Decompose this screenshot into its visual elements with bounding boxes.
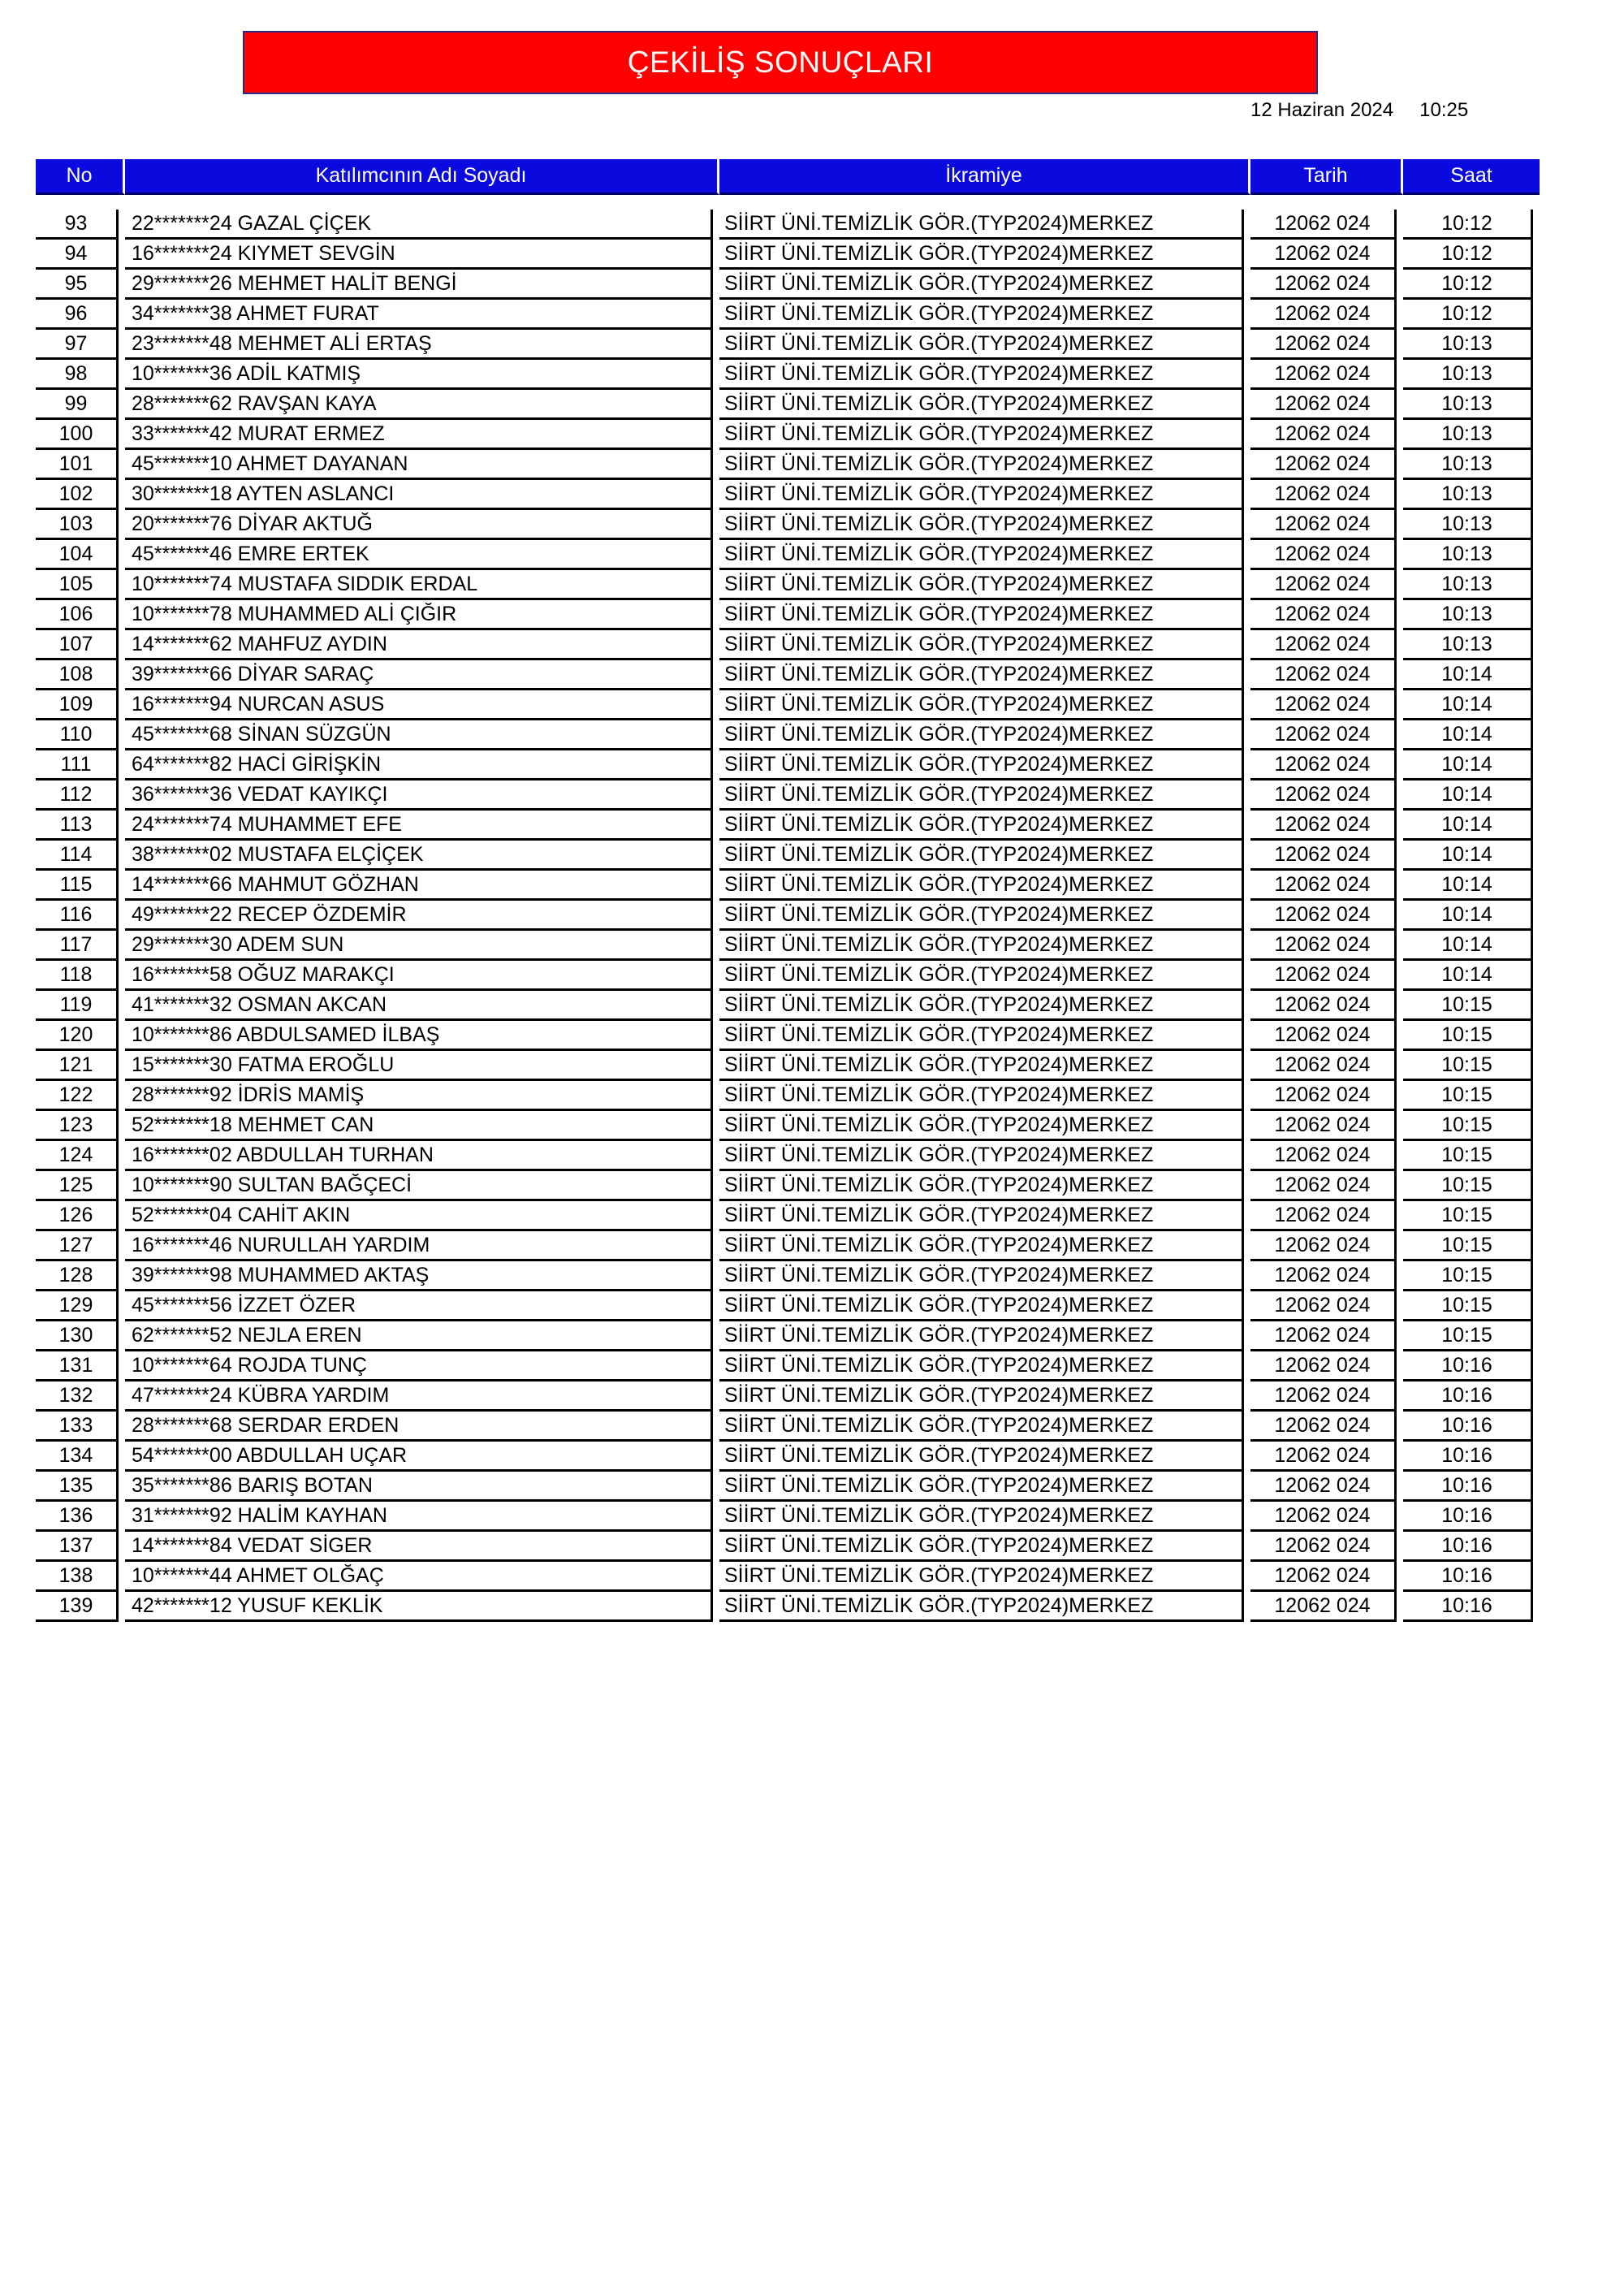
row-no-cell: 117 (36, 931, 119, 961)
row-date-cell: 12062 024 (1250, 871, 1397, 901)
row-no-cell: 138 (36, 1562, 119, 1592)
row-time-cell: 10:14 (1403, 901, 1533, 931)
row-prize-cell: SİİRT ÜNİ.TEMİZLİK GÖR.(TYP2024)MERKEZ (719, 210, 1244, 240)
row-no-cell: 114 (36, 841, 119, 871)
row-prize-cell: SİİRT ÜNİ.TEMİZLİK GÖR.(TYP2024)MERKEZ (719, 720, 1244, 750)
row-time-cell: 10:16 (1403, 1592, 1533, 1622)
row-no-cell: 105 (36, 570, 119, 600)
table-row (36, 1171, 1540, 1201)
row-name-cell: 10*******74 MUSTAFA SIDDIK ERDAL (125, 570, 713, 600)
row-time-cell: 10:15 (1403, 1201, 1533, 1231)
row-prize-cell: SİİRT ÜNİ.TEMİZLİK GÖR.(TYP2024)MERKEZ (719, 841, 1244, 871)
table-row (36, 570, 1540, 600)
row-prize-cell: SİİRT ÜNİ.TEMİZLİK GÖR.(TYP2024)MERKEZ (719, 961, 1244, 991)
row-time-cell: 10:16 (1403, 1502, 1533, 1532)
row-date-cell: 12062 024 (1250, 1381, 1397, 1412)
row-no-cell: 99 (36, 390, 119, 420)
row-prize-cell: SİİRT ÜNİ.TEMİZLİK GÖR.(TYP2024)MERKEZ (719, 1562, 1244, 1592)
row-name-cell: 15*******30 FATMA EROĞLU (125, 1051, 713, 1081)
row-no-cell: 129 (36, 1291, 119, 1321)
row-time-cell: 10:14 (1403, 720, 1533, 750)
table-row (36, 991, 1540, 1021)
table-row (36, 1051, 1540, 1081)
row-prize-cell: SİİRT ÜNİ.TEMİZLİK GÖR.(TYP2024)MERKEZ (719, 1081, 1244, 1111)
row-date-cell: 12062 024 (1250, 1231, 1397, 1261)
row-date-cell: 12062 024 (1250, 1081, 1397, 1111)
row-date-cell: 12062 024 (1250, 570, 1397, 600)
row-time-cell: 10:15 (1403, 1051, 1533, 1081)
row-name-cell: 47*******24 KÜBRA YARDIM (125, 1381, 713, 1412)
table-row (36, 1231, 1540, 1261)
row-prize-cell: SİİRT ÜNİ.TEMİZLİK GÖR.(TYP2024)MERKEZ (719, 1381, 1244, 1412)
row-date-cell: 12062 024 (1250, 1321, 1397, 1351)
row-date-cell: 12062 024 (1250, 750, 1397, 780)
row-date-cell: 12062 024 (1250, 961, 1397, 991)
row-date-cell: 12062 024 (1250, 1021, 1397, 1051)
row-prize-cell: SİİRT ÜNİ.TEMİZLİK GÖR.(TYP2024)MERKEZ (719, 991, 1244, 1021)
row-name-cell: 38*******02 MUSTAFA ELÇİÇEK (125, 841, 713, 871)
row-name-cell: 10*******86 ABDULSAMED İLBAŞ (125, 1021, 713, 1051)
row-no-cell: 110 (36, 720, 119, 750)
row-name-cell: 35*******86 BARIŞ BOTAN (125, 1472, 713, 1502)
row-date-cell: 12062 024 (1250, 1502, 1397, 1532)
row-prize-cell: SİİRT ÜNİ.TEMİZLİK GÖR.(TYP2024)MERKEZ (719, 690, 1244, 720)
row-date-cell: 12062 024 (1250, 1051, 1397, 1081)
table-row (36, 600, 1540, 630)
header-name: Katılımcının Adı Soyadı (125, 159, 719, 195)
row-no-cell: 131 (36, 1351, 119, 1381)
row-name-cell: 45*******56 İZZET ÖZER (125, 1291, 713, 1321)
row-date-cell: 12062 024 (1250, 1532, 1397, 1562)
row-prize-cell: SİİRT ÜNİ.TEMİZLİK GÖR.(TYP2024)MERKEZ (719, 300, 1244, 330)
row-time-cell: 10:12 (1403, 300, 1533, 330)
table-row (36, 1141, 1540, 1171)
row-prize-cell: SİİRT ÜNİ.TEMİZLİK GÖR.(TYP2024)MERKEZ (719, 1442, 1244, 1472)
row-date-cell: 12062 024 (1250, 360, 1397, 390)
row-name-cell: 52*******04 CAHİT AKIN (125, 1201, 713, 1231)
row-prize-cell: SİİRT ÜNİ.TEMİZLİK GÖR.(TYP2024)MERKEZ (719, 1291, 1244, 1321)
table-row (36, 780, 1540, 811)
row-name-cell: 45*******68 SİNAN SÜZGÜN (125, 720, 713, 750)
row-date-cell: 12062 024 (1250, 1351, 1397, 1381)
row-prize-cell: SİİRT ÜNİ.TEMİZLİK GÖR.(TYP2024)MERKEZ (719, 1321, 1244, 1351)
row-no-cell: 107 (36, 630, 119, 660)
row-no-cell: 136 (36, 1502, 119, 1532)
row-time-cell: 10:12 (1403, 270, 1533, 300)
row-date-cell: 12062 024 (1250, 300, 1397, 330)
table-row (36, 660, 1540, 690)
print-datetime (1250, 99, 1494, 123)
row-no-cell: 100 (36, 420, 119, 450)
row-name-cell: 10*******36 ADİL KATMIŞ (125, 360, 713, 390)
table-row (36, 961, 1540, 991)
row-no-cell: 133 (36, 1412, 119, 1442)
row-name-cell: 16*******02 ABDULLAH TURHAN (125, 1141, 713, 1171)
row-date-cell: 12062 024 (1250, 690, 1397, 720)
row-name-cell: 14*******66 MAHMUT GÖZHAN (125, 871, 713, 901)
row-date-cell: 12062 024 (1250, 510, 1397, 540)
row-no-cell: 97 (36, 330, 119, 360)
row-name-cell: 10*******44 AHMET OLĞAÇ (125, 1562, 713, 1592)
table-row (36, 871, 1540, 901)
row-no-cell: 111 (36, 750, 119, 780)
table-row (36, 510, 1540, 540)
row-no-cell: 134 (36, 1442, 119, 1472)
print-time: 10:25 (1419, 99, 1469, 121)
row-no-cell: 104 (36, 540, 119, 570)
header-time: Saat (1403, 159, 1540, 195)
row-no-cell: 109 (36, 690, 119, 720)
row-no-cell: 127 (36, 1231, 119, 1261)
row-time-cell: 10:16 (1403, 1442, 1533, 1472)
row-time-cell: 10:13 (1403, 480, 1533, 510)
row-no-cell: 128 (36, 1261, 119, 1291)
row-name-cell: 33*******42 MURAT ERMEZ (125, 420, 713, 450)
table-row (36, 931, 1540, 961)
row-date-cell: 12062 024 (1250, 660, 1397, 690)
row-no-cell: 125 (36, 1171, 119, 1201)
row-name-cell: 29*******26 MEHMET HALİT BENGİ (125, 270, 713, 300)
results-table (36, 210, 1540, 1622)
row-date-cell: 12062 024 (1250, 901, 1397, 931)
row-prize-cell: SİİRT ÜNİ.TEMİZLİK GÖR.(TYP2024)MERKEZ (719, 630, 1244, 660)
row-prize-cell: SİİRT ÜNİ.TEMİZLİK GÖR.(TYP2024)MERKEZ (719, 1111, 1244, 1141)
table-row (36, 901, 1540, 931)
row-time-cell: 10:13 (1403, 600, 1533, 630)
row-prize-cell: SİİRT ÜNİ.TEMİZLİK GÖR.(TYP2024)MERKEZ (719, 540, 1244, 570)
row-no-cell: 124 (36, 1141, 119, 1171)
row-prize-cell: SİİRT ÜNİ.TEMİZLİK GÖR.(TYP2024)MERKEZ (719, 600, 1244, 630)
row-name-cell: 42*******12 YUSUF KEKLİK (125, 1592, 713, 1622)
row-name-cell: 36*******36 VEDAT KAYIKÇI (125, 780, 713, 811)
row-name-cell: 39*******66 DİYAR SARAÇ (125, 660, 713, 690)
row-prize-cell: SİİRT ÜNİ.TEMİZLİK GÖR.(TYP2024)MERKEZ (719, 1051, 1244, 1081)
row-time-cell: 10:15 (1403, 1111, 1533, 1141)
row-no-cell: 113 (36, 811, 119, 841)
table-row (36, 1412, 1540, 1442)
page-title: ÇEKİLİŞ SONUÇLARI (243, 31, 1318, 94)
row-date-cell: 12062 024 (1250, 1412, 1397, 1442)
row-date-cell: 12062 024 (1250, 480, 1397, 510)
table-row (36, 1081, 1540, 1111)
row-name-cell: 16*******58 OĞUZ MARAKÇI (125, 961, 713, 991)
row-name-cell: 41*******32 OSMAN AKCAN (125, 991, 713, 1021)
row-time-cell: 10:13 (1403, 570, 1533, 600)
row-prize-cell: SİİRT ÜNİ.TEMİZLİK GÖR.(TYP2024)MERKEZ (719, 750, 1244, 780)
row-date-cell: 12062 024 (1250, 540, 1397, 570)
row-date-cell: 12062 024 (1250, 450, 1397, 480)
row-date-cell: 12062 024 (1250, 991, 1397, 1021)
table-row (36, 420, 1540, 450)
row-time-cell: 10:15 (1403, 1081, 1533, 1111)
table-row (36, 1261, 1540, 1291)
row-date-cell: 12062 024 (1250, 1201, 1397, 1231)
row-date-cell: 12062 024 (1250, 811, 1397, 841)
row-time-cell: 10:15 (1403, 1291, 1533, 1321)
table-row (36, 300, 1540, 330)
row-time-cell: 10:16 (1403, 1381, 1533, 1412)
row-no-cell: 135 (36, 1472, 119, 1502)
row-no-cell: 139 (36, 1592, 119, 1622)
row-no-cell: 101 (36, 450, 119, 480)
table-row (36, 630, 1540, 660)
row-name-cell: 20*******76 DİYAR AKTUĞ (125, 510, 713, 540)
row-prize-cell: SİİRT ÜNİ.TEMİZLİK GÖR.(TYP2024)MERKEZ (719, 1412, 1244, 1442)
row-prize-cell: SİİRT ÜNİ.TEMİZLİK GÖR.(TYP2024)MERKEZ (719, 901, 1244, 931)
header-prize: İkramiye (719, 159, 1250, 195)
row-no-cell: 137 (36, 1532, 119, 1562)
row-date-cell: 12062 024 (1250, 210, 1397, 240)
row-prize-cell: SİİRT ÜNİ.TEMİZLİK GÖR.(TYP2024)MERKEZ (719, 450, 1244, 480)
row-time-cell: 10:15 (1403, 1321, 1533, 1351)
row-time-cell: 10:14 (1403, 690, 1533, 720)
table-row (36, 450, 1540, 480)
table-row (36, 390, 1540, 420)
table-row (36, 210, 1540, 240)
row-date-cell: 12062 024 (1250, 720, 1397, 750)
table-row (36, 480, 1540, 510)
row-time-cell: 10:15 (1403, 1261, 1533, 1291)
row-name-cell: 30*******18 AYTEN ASLANCI (125, 480, 713, 510)
row-date-cell: 12062 024 (1250, 240, 1397, 270)
table-row (36, 720, 1540, 750)
row-name-cell: 29*******30 ADEM SUN (125, 931, 713, 961)
row-time-cell: 10:14 (1403, 871, 1533, 901)
row-time-cell: 10:13 (1403, 540, 1533, 570)
row-prize-cell: SİİRT ÜNİ.TEMİZLİK GÖR.(TYP2024)MERKEZ (719, 330, 1244, 360)
row-time-cell: 10:16 (1403, 1472, 1533, 1502)
row-date-cell: 12062 024 (1250, 931, 1397, 961)
row-no-cell: 122 (36, 1081, 119, 1111)
row-prize-cell: SİİRT ÜNİ.TEMİZLİK GÖR.(TYP2024)MERKEZ (719, 390, 1244, 420)
row-time-cell: 10:16 (1403, 1532, 1533, 1562)
row-no-cell: 116 (36, 901, 119, 931)
row-prize-cell: SİİRT ÜNİ.TEMİZLİK GÖR.(TYP2024)MERKEZ (719, 1201, 1244, 1231)
row-no-cell: 119 (36, 991, 119, 1021)
row-time-cell: 10:14 (1403, 841, 1533, 871)
row-time-cell: 10:16 (1403, 1562, 1533, 1592)
row-name-cell: 62*******52 NEJLA EREN (125, 1321, 713, 1351)
row-no-cell: 126 (36, 1201, 119, 1231)
row-date-cell: 12062 024 (1250, 780, 1397, 811)
row-time-cell: 10:14 (1403, 750, 1533, 780)
row-name-cell: 45*******46 EMRE ERTEK (125, 540, 713, 570)
row-time-cell: 10:12 (1403, 240, 1533, 270)
row-date-cell: 12062 024 (1250, 1592, 1397, 1622)
print-date: 12 Haziran 2024 (1250, 99, 1394, 121)
row-date-cell: 12062 024 (1250, 1261, 1397, 1291)
row-prize-cell: SİİRT ÜNİ.TEMİZLİK GÖR.(TYP2024)MERKEZ (719, 660, 1244, 690)
row-time-cell: 10:13 (1403, 420, 1533, 450)
table-row (36, 1562, 1540, 1592)
row-name-cell: 54*******00 ABDULLAH UÇAR (125, 1442, 713, 1472)
row-name-cell: 64*******82 HACİ GİRİŞKİN (125, 750, 713, 780)
row-time-cell: 10:14 (1403, 780, 1533, 811)
row-name-cell: 39*******98 MUHAMMED AKTAŞ (125, 1261, 713, 1291)
row-name-cell: 24*******74 MUHAMMET EFE (125, 811, 713, 841)
table-row (36, 841, 1540, 871)
row-no-cell: 106 (36, 600, 119, 630)
row-date-cell: 12062 024 (1250, 420, 1397, 450)
row-no-cell: 103 (36, 510, 119, 540)
row-time-cell: 10:15 (1403, 1171, 1533, 1201)
row-no-cell: 112 (36, 780, 119, 811)
row-time-cell: 10:14 (1403, 660, 1533, 690)
table-row (36, 1502, 1540, 1532)
row-date-cell: 12062 024 (1250, 1141, 1397, 1171)
row-date-cell: 12062 024 (1250, 1472, 1397, 1502)
row-name-cell: 16*******24 KIYMET SEVGİN (125, 240, 713, 270)
row-prize-cell: SİİRT ÜNİ.TEMİZLİK GÖR.(TYP2024)MERKEZ (719, 1502, 1244, 1532)
table-row (36, 1321, 1540, 1351)
row-name-cell: 28*******68 SERDAR ERDEN (125, 1412, 713, 1442)
row-time-cell: 10:14 (1403, 811, 1533, 841)
row-name-cell: 52*******18 MEHMET CAN (125, 1111, 713, 1141)
row-date-cell: 12062 024 (1250, 330, 1397, 360)
row-prize-cell: SİİRT ÜNİ.TEMİZLİK GÖR.(TYP2024)MERKEZ (719, 1261, 1244, 1291)
row-name-cell: 10*******90 SULTAN BAĞÇECİ (125, 1171, 713, 1201)
row-no-cell: 130 (36, 1321, 119, 1351)
row-name-cell: 34*******38 AHMET FURAT (125, 300, 713, 330)
row-time-cell: 10:13 (1403, 510, 1533, 540)
row-no-cell: 95 (36, 270, 119, 300)
row-no-cell: 118 (36, 961, 119, 991)
row-date-cell: 12062 024 (1250, 841, 1397, 871)
row-name-cell: 49*******22 RECEP ÖZDEMİR (125, 901, 713, 931)
table-row (36, 1472, 1540, 1502)
row-name-cell: 14*******62 MAHFUZ AYDIN (125, 630, 713, 660)
row-time-cell: 10:15 (1403, 1021, 1533, 1051)
table-row (36, 270, 1540, 300)
row-date-cell: 12062 024 (1250, 1291, 1397, 1321)
row-prize-cell: SİİRT ÜNİ.TEMİZLİK GÖR.(TYP2024)MERKEZ (719, 1141, 1244, 1171)
row-time-cell: 10:15 (1403, 991, 1533, 1021)
row-prize-cell: SİİRT ÜNİ.TEMİZLİK GÖR.(TYP2024)MERKEZ (719, 780, 1244, 811)
header-date: Tarih (1250, 159, 1403, 195)
row-prize-cell: SİİRT ÜNİ.TEMİZLİK GÖR.(TYP2024)MERKEZ (719, 1231, 1244, 1261)
row-prize-cell: SİİRT ÜNİ.TEMİZLİK GÖR.(TYP2024)MERKEZ (719, 1532, 1244, 1562)
row-no-cell: 123 (36, 1111, 119, 1141)
table-row (36, 1111, 1540, 1141)
header-no: No (36, 159, 125, 195)
row-time-cell: 10:13 (1403, 450, 1533, 480)
row-date-cell: 12062 024 (1250, 1562, 1397, 1592)
row-prize-cell: SİİRT ÜNİ.TEMİZLİK GÖR.(TYP2024)MERKEZ (719, 420, 1244, 450)
row-time-cell: 10:13 (1403, 360, 1533, 390)
table-row (36, 1381, 1540, 1412)
row-time-cell: 10:13 (1403, 390, 1533, 420)
row-no-cell: 96 (36, 300, 119, 330)
row-no-cell: 121 (36, 1051, 119, 1081)
row-no-cell: 98 (36, 360, 119, 390)
row-prize-cell: SİİRT ÜNİ.TEMİZLİK GÖR.(TYP2024)MERKEZ (719, 270, 1244, 300)
row-date-cell: 12062 024 (1250, 270, 1397, 300)
row-name-cell: 45*******10 AHMET DAYANAN (125, 450, 713, 480)
row-name-cell: 23*******48 MEHMET ALİ ERTAŞ (125, 330, 713, 360)
row-prize-cell: SİİRT ÜNİ.TEMİZLİK GÖR.(TYP2024)MERKEZ (719, 1472, 1244, 1502)
row-date-cell: 12062 024 (1250, 600, 1397, 630)
table-row (36, 811, 1540, 841)
table-row (36, 1291, 1540, 1321)
row-name-cell: 16*******94 NURCAN ASUS (125, 690, 713, 720)
row-name-cell: 10*******78 MUHAMMED ALİ ÇIĞIR (125, 600, 713, 630)
row-prize-cell: SİİRT ÜNİ.TEMİZLİK GÖR.(TYP2024)MERKEZ (719, 1592, 1244, 1622)
row-prize-cell: SİİRT ÜNİ.TEMİZLİK GÖR.(TYP2024)MERKEZ (719, 871, 1244, 901)
table-row (36, 1442, 1540, 1472)
table-row (36, 1201, 1540, 1231)
row-prize-cell: SİİRT ÜNİ.TEMİZLİK GÖR.(TYP2024)MERKEZ (719, 811, 1244, 841)
row-prize-cell: SİİRT ÜNİ.TEMİZLİK GÖR.(TYP2024)MERKEZ (719, 360, 1244, 390)
row-time-cell: 10:16 (1403, 1351, 1533, 1381)
table-row (36, 240, 1540, 270)
table-row (36, 690, 1540, 720)
row-name-cell: 10*******64 ROJDA TUNÇ (125, 1351, 713, 1381)
row-time-cell: 10:14 (1403, 931, 1533, 961)
row-prize-cell: SİİRT ÜNİ.TEMİZLİK GÖR.(TYP2024)MERKEZ (719, 570, 1244, 600)
row-date-cell: 12062 024 (1250, 630, 1397, 660)
row-prize-cell: SİİRT ÜNİ.TEMİZLİK GÖR.(TYP2024)MERKEZ (719, 240, 1244, 270)
row-time-cell: 10:12 (1403, 210, 1533, 240)
row-time-cell: 10:14 (1403, 961, 1533, 991)
row-no-cell: 93 (36, 210, 119, 240)
table-row (36, 360, 1540, 390)
table-row (36, 1021, 1540, 1051)
row-time-cell: 10:16 (1403, 1412, 1533, 1442)
row-name-cell: 31*******92 HALİM KAYHAN (125, 1502, 713, 1532)
row-time-cell: 10:15 (1403, 1231, 1533, 1261)
row-no-cell: 132 (36, 1381, 119, 1412)
table-header (36, 159, 1540, 195)
row-prize-cell: SİİRT ÜNİ.TEMİZLİK GÖR.(TYP2024)MERKEZ (719, 1171, 1244, 1201)
row-name-cell: 14*******84 VEDAT SİGER (125, 1532, 713, 1562)
row-prize-cell: SİİRT ÜNİ.TEMİZLİK GÖR.(TYP2024)MERKEZ (719, 480, 1244, 510)
row-date-cell: 12062 024 (1250, 1442, 1397, 1472)
table-row (36, 330, 1540, 360)
row-name-cell: 28*******62 RAVŞAN KAYA (125, 390, 713, 420)
row-prize-cell: SİİRT ÜNİ.TEMİZLİK GÖR.(TYP2024)MERKEZ (719, 1021, 1244, 1051)
row-no-cell: 115 (36, 871, 119, 901)
row-no-cell: 108 (36, 660, 119, 690)
row-time-cell: 10:13 (1403, 630, 1533, 660)
row-name-cell: 16*******46 NURULLAH YARDIM (125, 1231, 713, 1261)
row-prize-cell: SİİRT ÜNİ.TEMİZLİK GÖR.(TYP2024)MERKEZ (719, 510, 1244, 540)
row-date-cell: 12062 024 (1250, 1111, 1397, 1141)
row-time-cell: 10:13 (1403, 330, 1533, 360)
row-no-cell: 94 (36, 240, 119, 270)
row-date-cell: 12062 024 (1250, 1171, 1397, 1201)
row-date-cell: 12062 024 (1250, 390, 1397, 420)
row-no-cell: 120 (36, 1021, 119, 1051)
row-no-cell: 102 (36, 480, 119, 510)
row-prize-cell: SİİRT ÜNİ.TEMİZLİK GÖR.(TYP2024)MERKEZ (719, 1351, 1244, 1381)
row-name-cell: 22*******24 GAZAL ÇİÇEK (125, 210, 713, 240)
row-prize-cell: SİİRT ÜNİ.TEMİZLİK GÖR.(TYP2024)MERKEZ (719, 931, 1244, 961)
row-time-cell: 10:15 (1403, 1141, 1533, 1171)
row-name-cell: 28*******92 İDRİS MAMİŞ (125, 1081, 713, 1111)
table-row (36, 1351, 1540, 1381)
table-row (36, 750, 1540, 780)
table-row (36, 1532, 1540, 1562)
table-row (36, 540, 1540, 570)
table-row (36, 1592, 1540, 1622)
